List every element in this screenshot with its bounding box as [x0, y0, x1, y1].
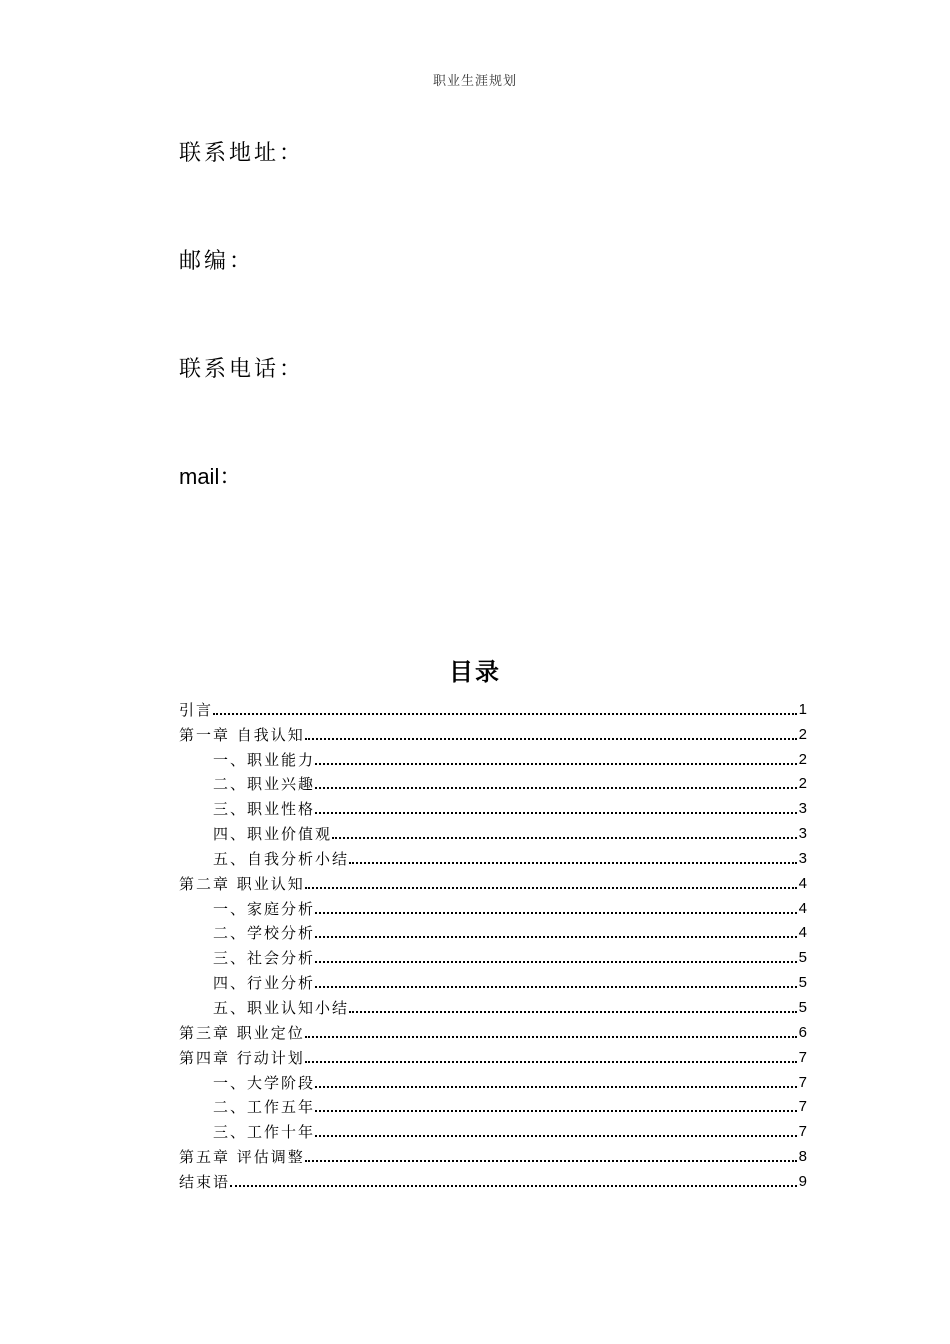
toc-leader-dots — [349, 1011, 797, 1013]
toc-entry[interactable] — [179, 1142, 807, 1167]
toc-leader-dots — [305, 1061, 797, 1063]
toc-entry-page: 1 — [798, 700, 807, 718]
toc-entry[interactable] — [179, 695, 807, 720]
toc-entry-page: 2 — [798, 775, 807, 793]
toc-entry[interactable] — [179, 943, 807, 968]
toc-entry-page: 8 — [798, 1148, 807, 1166]
toc-entry[interactable] — [179, 919, 807, 944]
toc-entry[interactable] — [179, 1117, 807, 1142]
mail-label: mail： — [179, 464, 242, 489]
toc-entry-page: 4 — [798, 899, 807, 917]
toc-entry-page: 2 — [798, 725, 807, 743]
toc-entry-page: 7 — [798, 1123, 807, 1141]
toc-entry-label: 第二章 职业认知 — [179, 874, 305, 893]
toc-entry-label: 二、学校分析 — [213, 924, 316, 943]
toc-leader-dots — [315, 1086, 797, 1088]
postcode-label: 邮编： — [179, 249, 255, 274]
toc-entry[interactable] — [179, 1043, 807, 1068]
toc-entry[interactable] — [179, 869, 807, 894]
toc-entry-page: 7 — [798, 1048, 807, 1066]
toc-leader-dots — [305, 1036, 797, 1038]
toc-leader-dots — [315, 812, 797, 814]
toc-entry-page: 4 — [798, 874, 807, 892]
toc-entry[interactable] — [179, 720, 807, 745]
toc-entry-label: 第五章 评估调整 — [179, 1148, 305, 1167]
toc-entry-page: 2 — [798, 750, 807, 768]
toc-entry[interactable] — [179, 770, 807, 795]
toc-entry-page: 3 — [798, 825, 807, 843]
toc-entry[interactable] — [179, 844, 807, 869]
toc-entry[interactable] — [179, 794, 807, 819]
toc-leader-dots — [315, 912, 797, 914]
toc-entry-label: 四、职业价值观 — [213, 825, 333, 844]
toc-entry-page: 3 — [798, 849, 807, 867]
toc-entry-label: 第四章 行动计划 — [179, 1048, 305, 1067]
toc-entry-label: 二、职业兴趣 — [213, 775, 316, 794]
toc-entry-page: 7 — [798, 1073, 807, 1091]
toc-leader-dots — [349, 862, 797, 864]
toc-entry-page: 5 — [798, 974, 807, 992]
toc-entry-page: 4 — [798, 924, 807, 942]
toc-entry-label: 五、职业认知小结 — [213, 998, 350, 1017]
toc-entry-label: 三、职业性格 — [213, 800, 316, 819]
toc-entry[interactable] — [179, 1068, 807, 1093]
toc-entry-page: 7 — [798, 1098, 807, 1116]
toc-leader-dots — [213, 713, 797, 715]
toc-entry-page: 5 — [798, 949, 807, 967]
toc-entry[interactable] — [179, 819, 807, 844]
toc-entry-page: 5 — [798, 998, 807, 1016]
toc-entry-label: 三、社会分析 — [213, 949, 316, 968]
page-header: 职业生涯规划 — [432, 74, 517, 89]
toc-entry[interactable] — [179, 745, 807, 770]
toc-entry-page: 6 — [798, 1023, 807, 1041]
toc-leader-dots — [305, 738, 797, 740]
toc-entry[interactable] — [179, 1167, 807, 1192]
toc-leader-dots — [315, 986, 797, 988]
toc-entry[interactable] — [179, 968, 807, 993]
table-of-contents — [179, 695, 807, 1192]
toc-entry-label: 二、工作五年 — [213, 1098, 316, 1117]
toc-entry-label: 一、家庭分析 — [213, 899, 316, 918]
phone-label: 联系电话： — [179, 357, 305, 382]
toc-entry[interactable] — [179, 993, 807, 1018]
toc-entry-label: 引言 — [179, 700, 214, 719]
toc-entry[interactable] — [179, 894, 807, 919]
toc-title: 目录 — [449, 658, 501, 686]
toc-entry-label: 一、大学阶段 — [213, 1073, 316, 1092]
toc-entry-label: 结束语 — [179, 1172, 231, 1191]
toc-entry[interactable] — [179, 1093, 807, 1118]
toc-entry-label: 第三章 职业定位 — [179, 1023, 305, 1042]
toc-leader-dots — [230, 1185, 797, 1187]
toc-entry-label: 四、行业分析 — [213, 974, 316, 993]
toc-leader-dots — [315, 961, 797, 963]
toc-leader-dots — [332, 837, 797, 839]
toc-entry-page: 3 — [798, 800, 807, 818]
toc-entry-label: 第一章 自我认知 — [179, 725, 305, 744]
toc-leader-dots — [305, 1160, 797, 1162]
toc-leader-dots — [315, 1110, 797, 1112]
toc-leader-dots — [305, 887, 797, 889]
toc-leader-dots — [315, 787, 797, 789]
toc-entry-label: 一、职业能力 — [213, 750, 316, 769]
toc-entry-label: 五、自我分析小结 — [213, 849, 350, 868]
toc-leader-dots — [315, 936, 797, 938]
toc-leader-dots — [315, 1135, 797, 1137]
toc-entry-label: 三、工作十年 — [213, 1123, 316, 1142]
toc-entry-page: 9 — [798, 1172, 807, 1190]
address-label: 联系地址： — [179, 141, 305, 166]
toc-entry[interactable] — [179, 1018, 807, 1043]
toc-leader-dots — [315, 763, 797, 765]
